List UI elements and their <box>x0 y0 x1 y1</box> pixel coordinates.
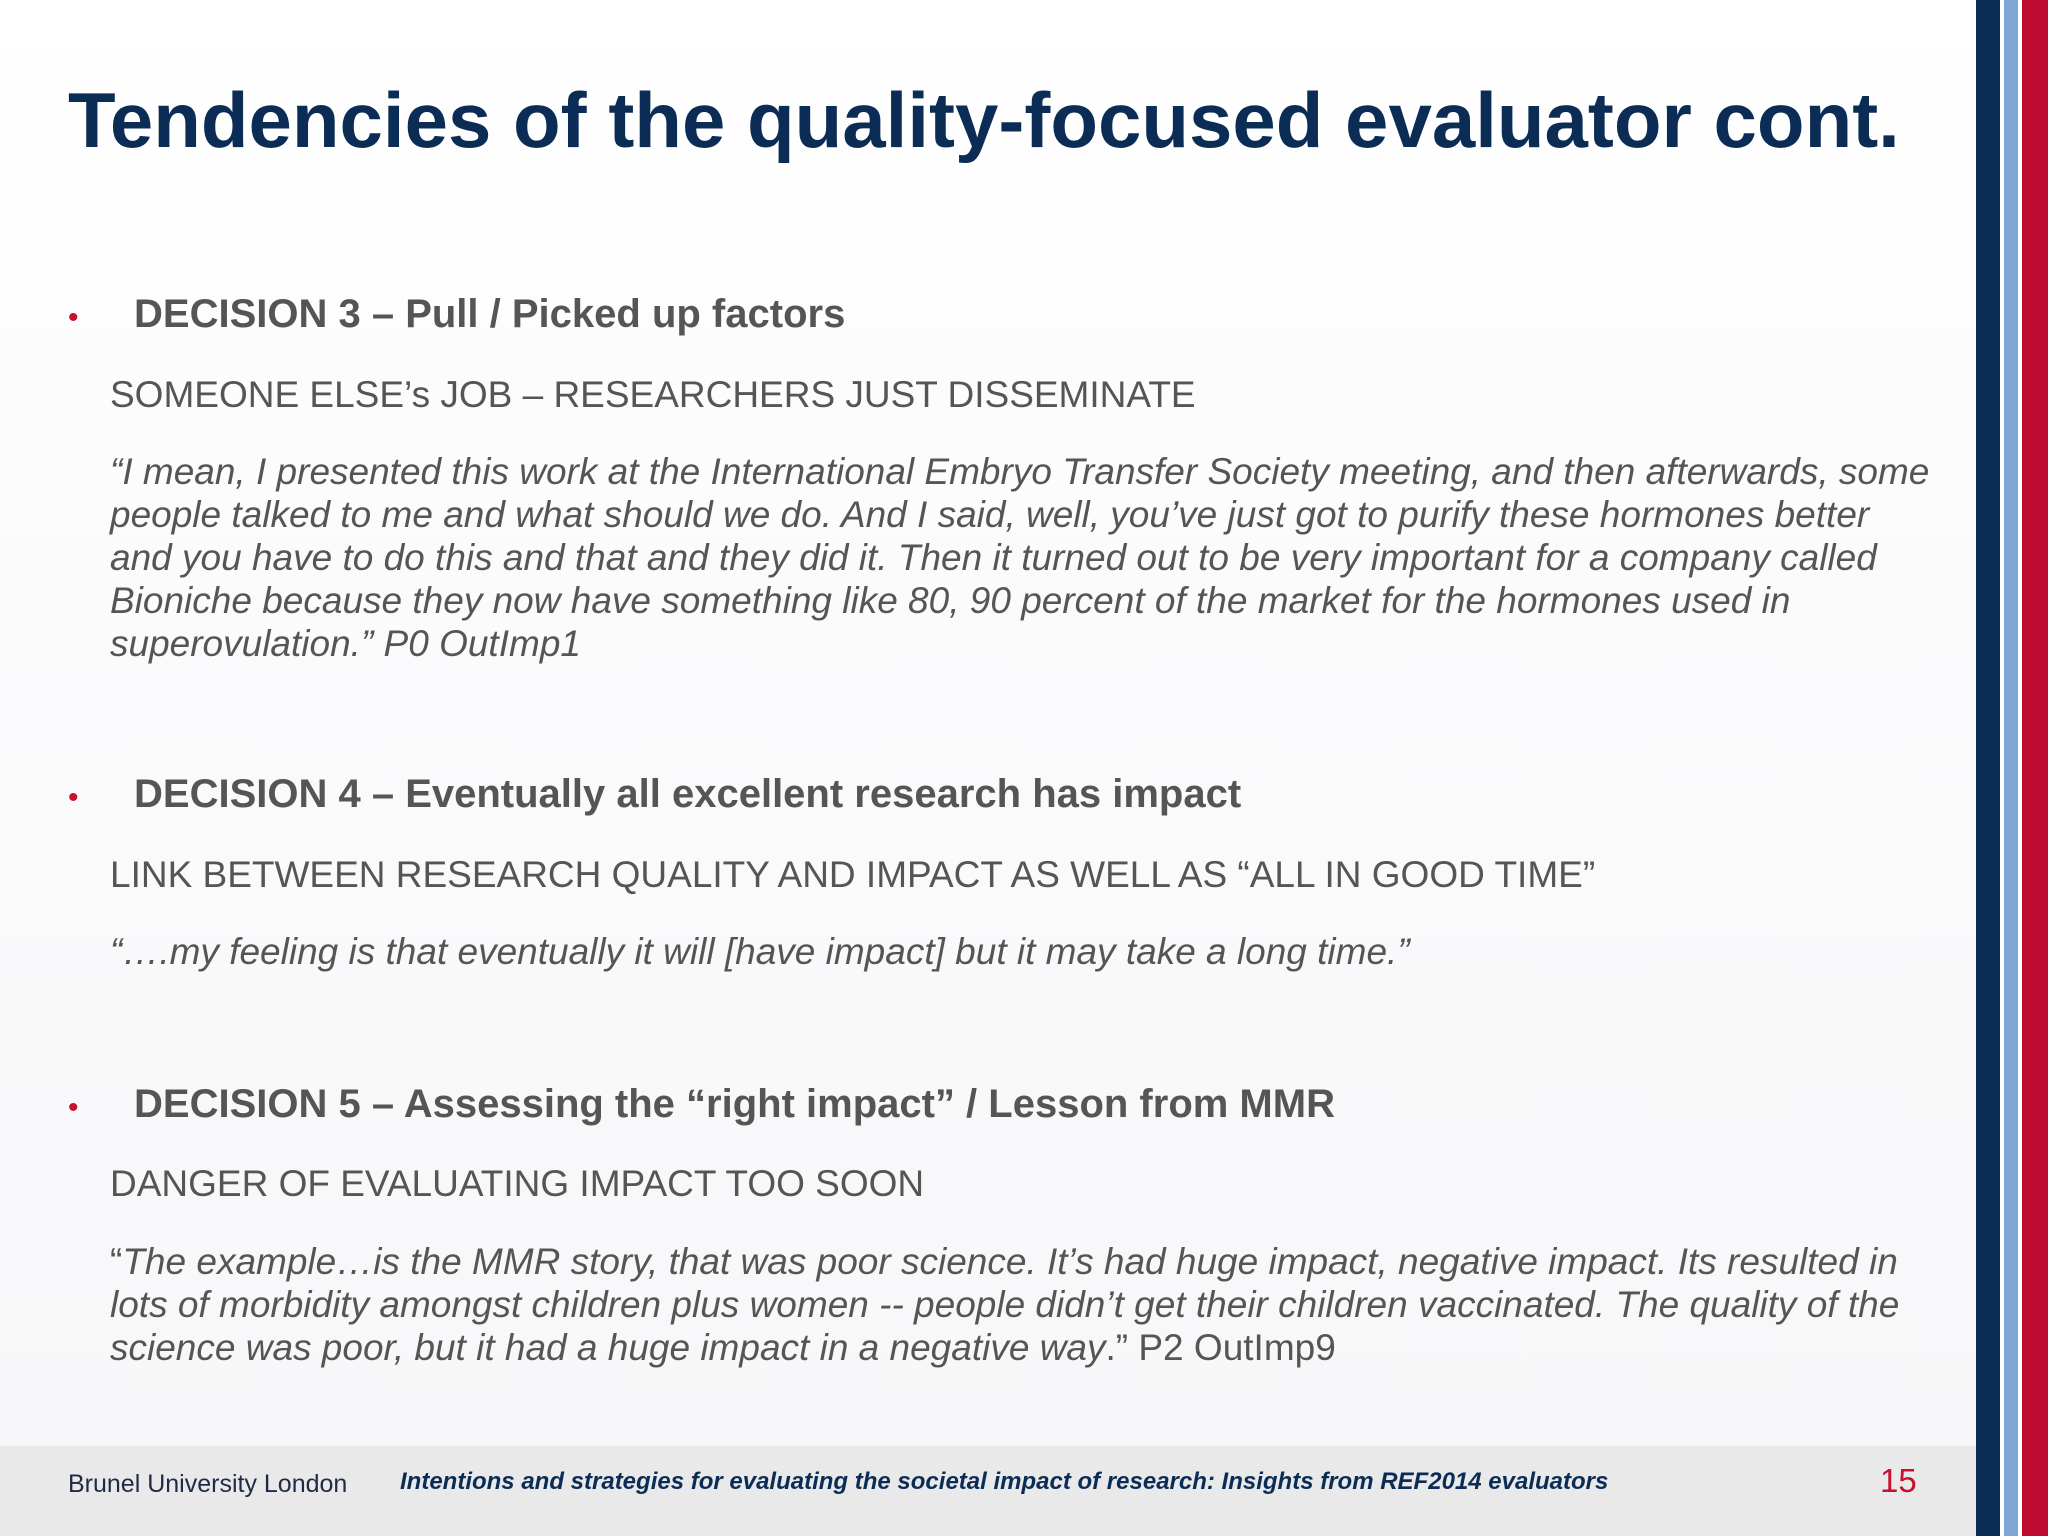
quote-body: The example…is the MMR story, that was poor science. It’s had huge impact, negative impact. Its resulted in lots of morbidity amongst children plus women -- people didn’t get their children vaccinated. The quality of the science was poor, but it had a huge impact in a negative way <box>110 1241 1900 1368</box>
decision-4-bullet <box>68 772 1241 817</box>
decision-4-quote: “….my feeling is that eventually it will [have impact] but it may take a long time.” <box>110 931 1410 972</box>
footer-brand: Brunel University London <box>68 1470 348 1498</box>
decision-3-subheading: SOMEONE ELSE’s JOB – RESEARCHERS JUST DISSEMINATE <box>110 374 1196 415</box>
side-stripe-light-blue <box>2004 0 2018 1536</box>
decision-3-quote: “I mean, I presented this work at the International Embryo Transfer Society meeting, and then afterwards, some people talked to me and what should we do. And I said, well, you’ve just got to purify these hormones better and you have to do this and that and they did it. Then it turned out to be very important for a company called Bioniche because they now have something like 80, 90 percent of the market for the hormones used in superovulation.” P0 OutImp1 <box>110 451 1930 664</box>
decision-5-quote <box>110 1240 1930 1369</box>
side-stripe-red <box>2022 0 2048 1536</box>
side-stripe-navy <box>1976 0 2000 1536</box>
bullet-icon: • <box>68 1091 79 1124</box>
decision-4-subheading: LINK BETWEEN RESEARCH QUALITY AND IMPACT AS WELL AS “ALL IN GOOD TIME” <box>110 854 1596 895</box>
quote-open-mark: “ <box>110 1241 123 1282</box>
decision-5-subheading: DANGER OF EVALUATING IMPACT TOO SOON <box>110 1163 925 1204</box>
decision-5-bullet <box>68 1082 1335 1127</box>
decision-3-bullet <box>68 292 845 337</box>
bullet-icon: • <box>68 301 79 334</box>
decision-4-heading: DECISION 4 – Eventually all excellent research has impact <box>134 772 1242 816</box>
decision-5-heading: DECISION 5 – Assessing the “right impact” / Lesson from MMR <box>134 1082 1335 1126</box>
page-number: 15 <box>1880 1462 1917 1499</box>
slide-title: Tendencies of the quality-focused evaluator cont. <box>68 76 1900 164</box>
bullet-icon: • <box>68 781 79 814</box>
footer-caption: Intentions and strategies for evaluating the societal impact of research: Insights from REF2014 evaluators <box>400 1468 1609 1495</box>
decision-3-heading: DECISION 3 – Pull / Picked up factors <box>134 292 846 336</box>
quote-citation: .” P2 OutImp9 <box>1105 1327 1336 1368</box>
